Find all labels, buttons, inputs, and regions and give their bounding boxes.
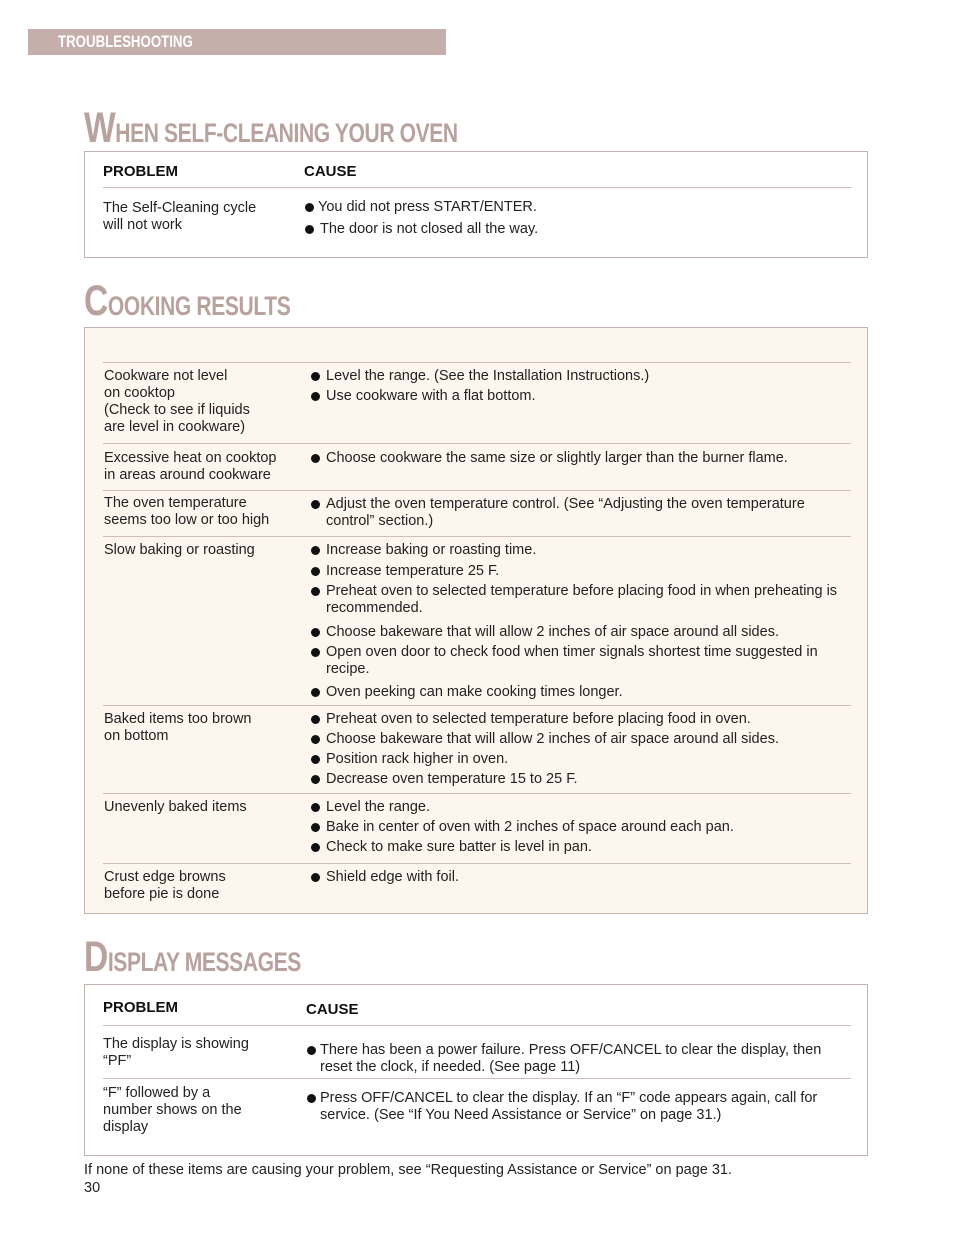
row-rule (103, 793, 851, 794)
title-cap: C (84, 277, 108, 325)
bullet-icon (311, 567, 320, 576)
cause-item: Preheat oven to selected temperature before placing food in when preheating is recommended. (311, 583, 856, 617)
title-rest: OOKING RESULTS (107, 291, 291, 321)
title-cap: W (84, 104, 116, 152)
self-cleaning-table (84, 151, 868, 258)
section-title-cooking-results (84, 277, 290, 326)
cause-item: Oven peeking can make cooking times longer. (311, 684, 856, 701)
cause-item: Increase baking or roasting time. (311, 542, 856, 559)
row-rule (103, 362, 851, 363)
bullet-icon (311, 775, 320, 784)
cause-item: Choose cookware the same size or slightly larger than the burner flame. (311, 450, 856, 467)
bullet-icon (311, 392, 320, 401)
cause-item: Press OFF/CANCEL to clear the display. If an “F” code appears again, call for service. (See “If You Need Assistance or Service” on page 31.) (307, 1090, 837, 1124)
row-rule (103, 443, 851, 444)
problem-text: The Self-Cleaning cycle will not work (103, 200, 257, 233)
problem-text: Excessive heat on cooktop in areas around cookware (104, 450, 277, 483)
section-title-display-messages (84, 933, 301, 982)
cause-item: Bake in center of oven with 2 inches of space around each pan. (311, 819, 856, 836)
cause-item: Use cookware with a flat bottom. (311, 388, 856, 405)
header-rule (103, 187, 851, 188)
cause-item: Increase temperature 25 F. (311, 563, 856, 580)
bullet-icon (311, 628, 320, 637)
cause-item: The door is not closed all the way. (305, 221, 845, 238)
row-rule (103, 705, 851, 706)
problem-text: Slow baking or roasting (104, 542, 255, 558)
cause-item: You did not press START/ENTER. (305, 199, 845, 216)
cause-item: Position rack higher in oven. (311, 751, 856, 768)
cause-item: Open oven door to check food when timer signals shortest time suggested in recipe. (311, 644, 856, 678)
cause-item: Shield edge with foil. (311, 869, 856, 886)
problem-text: Baked items too brown on bottom (104, 711, 252, 744)
bullet-icon (307, 1046, 316, 1055)
bullet-icon (311, 715, 320, 724)
title-rest: HEN SELF-CLEANING YOUR OVEN (115, 118, 458, 148)
bullet-icon (311, 454, 320, 463)
bullet-icon (311, 843, 320, 852)
cause-item: Level the range. (311, 799, 856, 816)
bullet-icon (311, 372, 320, 381)
cause-item: Decrease oven temperature 15 to 25 F. (311, 771, 856, 788)
row-rule (103, 536, 851, 537)
bullet-icon (311, 873, 320, 882)
bullet-icon (305, 203, 314, 212)
cause-item: Choose bakeware that will allow 2 inches of air space around all sides. (311, 624, 856, 641)
row-rule (103, 1078, 851, 1079)
problem-text: Cookware not level on cooktop (Check to see if liquids are level in cookware) (104, 368, 250, 435)
page-number: 30 (84, 1180, 101, 1196)
bullet-icon (311, 500, 320, 509)
footer-note: If none of these items are causing your problem, see “Requesting Assistance or Service” on page 31. (84, 1162, 733, 1178)
bullet-icon (305, 225, 314, 234)
bullet-icon (311, 755, 320, 764)
display-messages-table (84, 984, 868, 1156)
problem-text: The oven temperature seems too low or too high (104, 495, 270, 528)
title-rest: ISPLAY MESSAGES (107, 947, 301, 977)
problem-text: “F” followed by a number shows on the display (103, 1085, 242, 1135)
col-header-cause: CAUSE (304, 163, 357, 180)
col-header-problem: PROBLEM (103, 163, 178, 180)
problem-text: The display is showing “PF” (103, 1036, 249, 1069)
cause-item: Adjust the oven temperature control. (See “Adjusting the oven temperature control” section.) (311, 496, 856, 530)
col-header-cause: CAUSE (306, 1001, 359, 1018)
problem-text: Crust edge browns before pie is done (104, 869, 226, 902)
cause-item: There has been a power failure. Press OFF/CANCEL to clear the display, then reset the clock, if needed. (See page 11) (307, 1042, 837, 1076)
section-title-self-cleaning (84, 104, 458, 153)
cause-item: Check to make sure batter is level in pan. (311, 839, 856, 856)
title-cap: D (84, 933, 108, 981)
header-label: TROUBLESHOOTING (58, 32, 193, 51)
bullet-icon (307, 1094, 316, 1103)
bullet-icon (311, 587, 320, 596)
row-rule (103, 863, 851, 864)
col-header-problem: PROBLEM (103, 999, 178, 1016)
bullet-icon (311, 803, 320, 812)
cause-item: Preheat oven to selected temperature before placing food in oven. (311, 711, 856, 728)
cause-item: Level the range. (See the Installation Instructions.) (311, 368, 856, 385)
problem-text: Unevenly baked items (104, 799, 247, 815)
bullet-icon (311, 648, 320, 657)
header-rule (103, 1025, 851, 1026)
bullet-icon (311, 823, 320, 832)
bullet-icon (311, 688, 320, 697)
bullet-icon (311, 735, 320, 744)
cause-item: Choose bakeware that will allow 2 inches of air space around all sides. (311, 731, 856, 748)
bullet-icon (311, 546, 320, 555)
cooking-results-table (84, 327, 868, 914)
row-rule (103, 490, 851, 491)
header-bar (28, 29, 446, 55)
